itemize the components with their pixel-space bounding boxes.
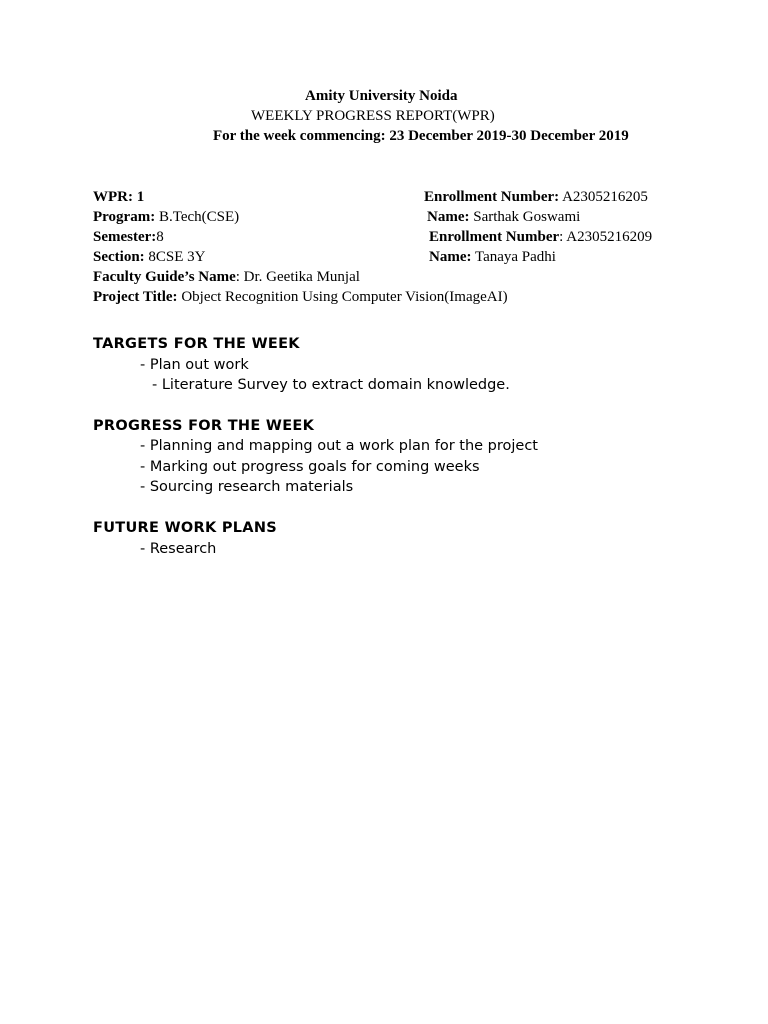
semester-label: Semester: [93, 229, 157, 245]
report-title-text: WEEKLY PROGRESS REPORT(WPR) [251, 108, 495, 124]
project-title-value: Object Recognition Using Computer Vision(ImageAI) [177, 289, 508, 305]
project-title-label: Project Title: [93, 289, 178, 305]
wpr-number [93, 187, 144, 207]
future-work-heading: FUTURE WORK PLANS [93, 520, 277, 536]
section-value: 8CSE 3Y [144, 249, 206, 265]
project-title-field [93, 287, 508, 307]
targets-heading: TARGETS FOR THE WEEK [93, 336, 300, 352]
wpr-label: WPR: 1 [93, 189, 145, 205]
list-item: - Plan out work [140, 357, 249, 373]
enrollment-value-1: A2305216205 [559, 189, 648, 205]
name-value-1: Sarthak Goswami [469, 209, 581, 225]
list-item: - Research [140, 541, 217, 557]
list-item: - Planning and mapping out a work plan for the project [140, 438, 538, 454]
enrollment-label-2: Enrollment Number [429, 229, 560, 245]
week-commencing: For the week commencing: 23 December 2019-30 December 2019 [213, 128, 629, 144]
progress-heading: PROGRESS FOR THE WEEK [93, 418, 315, 434]
university-name: Amity University Noida [305, 88, 458, 104]
faculty-guide-field [93, 267, 360, 287]
report-title [251, 106, 495, 126]
student-name-2 [429, 247, 556, 267]
list-item: - Sourcing research materials [140, 479, 354, 495]
faculty-guide-value: : Dr. Geetika Munjal [235, 269, 360, 285]
program-field [93, 207, 239, 227]
enrollment-number-1 [424, 187, 648, 207]
student-name-1 [427, 207, 580, 227]
program-value: B.Tech(CSE) [155, 209, 240, 225]
list-item: - Literature Survey to extract domain knowledge. [152, 377, 510, 393]
name-label-2: Name: [429, 249, 472, 265]
list-item: - Marking out progress goals for coming weeks [140, 459, 480, 475]
name-label-1: Name: [427, 209, 470, 225]
enrollment-number-2 [429, 227, 652, 247]
faculty-guide-label: Faculty Guide’s Name [93, 269, 236, 285]
enrollment-label-1: Enrollment Number: [424, 189, 560, 205]
semester-field [93, 227, 164, 247]
section-label: Section: [93, 249, 145, 265]
program-label: Program: [93, 209, 156, 225]
enrollment-value-2: : A2305216209 [559, 229, 653, 245]
semester-value: 8 [156, 229, 164, 245]
section-field [93, 247, 206, 267]
name-value-2: Tanaya Padhi [471, 249, 556, 265]
